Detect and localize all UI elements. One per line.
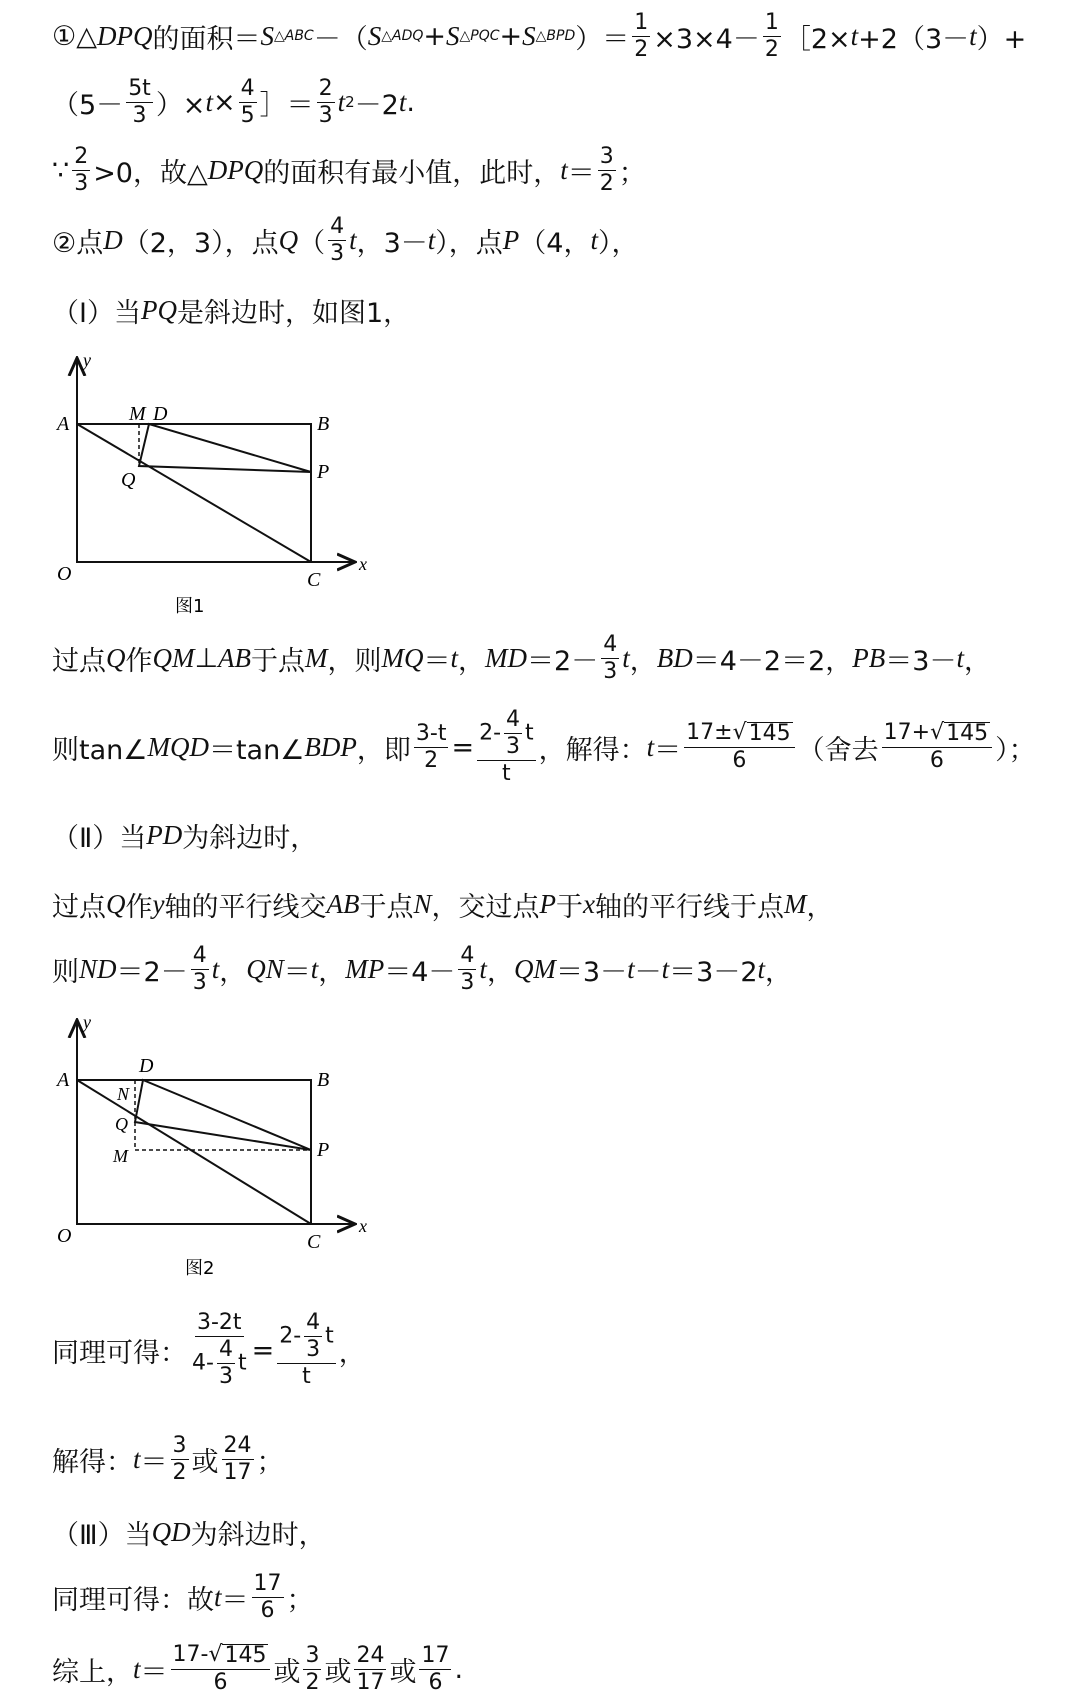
fig1-label-o: O (57, 563, 72, 585)
solution-line-3: ∵ $\frac{2}{3}$ >0，故△ DPQ 的面积有最小值，此时， t ＝ $\frac{3}{2}$ ； (52, 143, 646, 196)
solution-line-5: （Ⅰ）当 PQ 是斜边时，如图1， (52, 294, 411, 329)
fig2-label-n: N (117, 1084, 130, 1104)
solution-line-11: 同理可得： 3-2t 4- $\frac{4}{3}$ t = 2- $\frac{4}{3}$ t t ， (52, 1310, 366, 1389)
fig2-label-y: y (83, 1012, 91, 1032)
fig2-label-o: O (57, 1225, 72, 1247)
fig1-label-c: C (307, 569, 321, 591)
fig1-label-q: Q (121, 469, 136, 491)
solution-line-12: 解得： t ＝ $\frac{3}{2}$ 或 $\frac{24}{17}$ ； (52, 1432, 284, 1485)
fig2-label-b: B (317, 1069, 330, 1091)
fig2-caption: 图2 (185, 1258, 215, 1279)
fig2-label-a: A (57, 1069, 70, 1091)
figure-1 (45, 350, 375, 620)
fig2-label-d: D (139, 1055, 154, 1077)
fig1-label-a: A (57, 413, 70, 435)
solution-line-7: 则tan∠ MQD ＝tan∠ BDP ，即 $\frac{3-t}{2}$ = 2- $\frac{4}{3}$ t t ，解得： t ＝ 17± √ 145 6 （舍去 17+ √ 145 6 ）； (52, 707, 1036, 786)
solution-line-4: ②点 D （2，3），点 Q （ $\frac{4}{3}$ t ，3－ t ），点 P （4， t ）， (52, 213, 639, 266)
fig1-label-x: x (359, 554, 367, 574)
fig2-label-c: C (307, 1231, 321, 1253)
fig2-label-p: P (317, 1139, 330, 1161)
solution-line-6: 过点 Q 作 QM ⊥ AB 于点 M ，则 MQ ＝ t ， MD ＝2－ $\frac{4}{3}$ t ， BD ＝4－2＝2， PB ＝3－ t ， (52, 631, 991, 684)
fig1-label-m: M (129, 403, 146, 425)
figure-2 (45, 1012, 375, 1282)
fig1-label-p: P (317, 461, 330, 483)
fig1-caption: 图1 (175, 596, 205, 617)
solution-line-10: 则 ND ＝2－ $\frac{4}{3}$ t ， QN ＝ t ， MP ＝4－ $\frac{4}{3}$ t ， QM ＝3－ t － t ＝3－2 t ， (52, 942, 793, 995)
fig1-label-d: D (153, 403, 168, 425)
fig1-label-b: B (317, 413, 330, 435)
solution-line-1: ①△ DPQ 的面积＝ S △ABC －（ S △ADQ + S △PQC + S △BPD ）＝ $\frac{1}{2}$ ×3×4－ $\frac{1}{2}$ ［2× t +2（3－ t ）+ (52, 9, 1027, 62)
fig1-label-y: y (83, 350, 91, 370)
fig2-label-x: x (359, 1216, 367, 1236)
solution-line-8: （Ⅱ）当 PD 为斜边时， (52, 819, 318, 854)
solution-line-2: （5－ $\frac{5t}{3}$ ）× t × $\frac{4}{5}$ ］＝ $\frac{2}{3}$ t 2 －2 t . (52, 75, 415, 128)
solution-line-15: 综上， t ＝ 17- √ 145 6 或 $\frac{3}{2}$ 或 $\frac{24}{17}$ 或 $\frac{17}{6}$ . (52, 1642, 464, 1695)
fig2-label-q: Q (115, 1114, 128, 1134)
solution-line-9: 过点 Q 作 y 轴的平行线交 AB 于点 N ，交过点 P 于 x 轴的平行线于点 M ， (52, 888, 834, 923)
solution-line-13: （Ⅲ）当 QD 为斜边时， (52, 1516, 326, 1551)
fig2-label-m: M (113, 1146, 128, 1166)
solution-line-14: 同理可得：故 t ＝ $\frac{17}{6}$ ； (52, 1570, 314, 1623)
